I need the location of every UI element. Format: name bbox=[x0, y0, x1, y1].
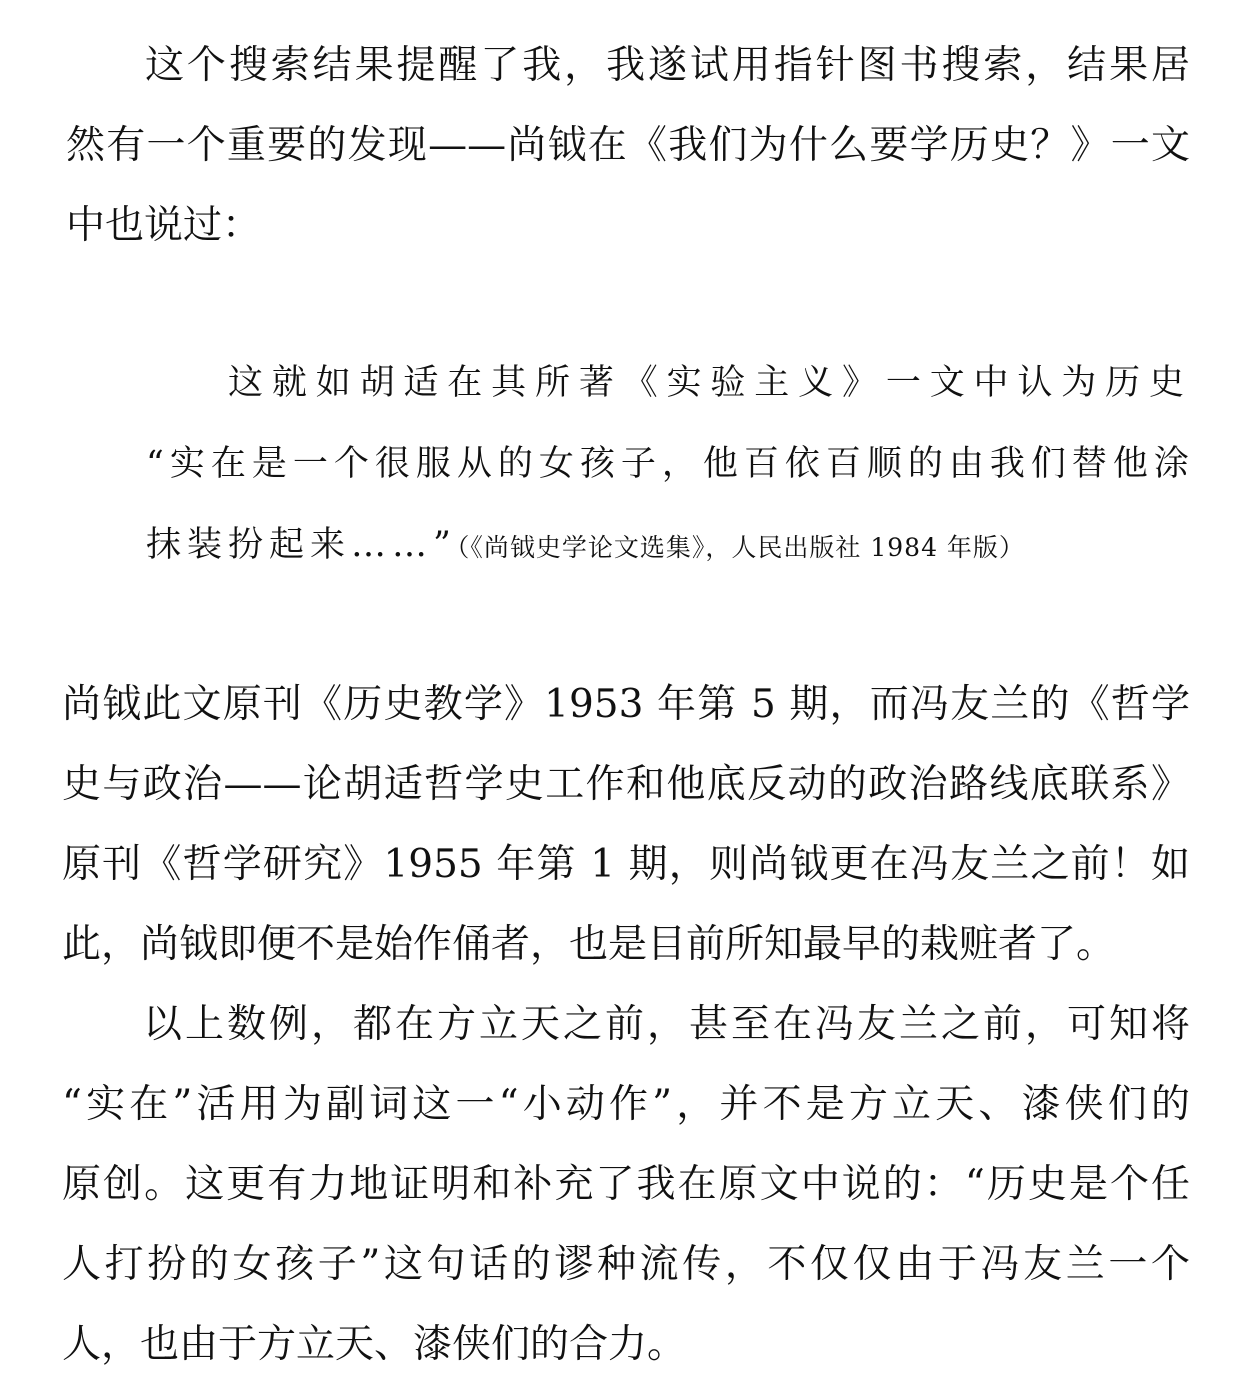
paragraph-line: 原创。这更有力地证明和补充了我在原文中说的：“历史是个任 bbox=[62, 1162, 1190, 1207]
quote-line bbox=[146, 525, 1025, 565]
quote-line: 这就如胡适在其所著《实验主义》一文中认为历史 bbox=[228, 363, 1190, 403]
quote-citation: （《尚钺史学论文选集》，人民出版社 1984 年版） bbox=[456, 533, 1025, 562]
paragraph-line: 原刊《哲学研究》1955 年第 1 期，则尚钺更在冯友兰之前！如 bbox=[62, 842, 1190, 887]
paragraph-line: 中也说过： bbox=[66, 203, 262, 248]
paragraph-line: 这个搜索结果提醒了我，我遂试用指针图书搜索，结果居 bbox=[145, 43, 1190, 88]
paragraph-line: 然有一个重要的发现——尚钺在《我们为什么要学历史？》一文 bbox=[66, 123, 1190, 168]
paragraph-line: 人，也由于方立天、漆侠们的合力。 bbox=[62, 1322, 687, 1367]
paragraph-line: 此，尚钺即便不是始作俑者，也是目前所知最早的栽赃者了。 bbox=[62, 922, 1116, 967]
paragraph-line: 以上数例，都在方立天之前，甚至在冯友兰之前，可知将 bbox=[143, 1002, 1190, 1047]
quote-line: “实在是一个很服从的女孩子，他百依百顺的由我们替他涂 bbox=[146, 444, 1195, 484]
paragraph-line: 尚钺此文原刊《历史教学》1953 年第 5 期，而冯友兰的《哲学 bbox=[62, 682, 1190, 727]
paragraph-line: 人打扮的女孩子”这句话的谬种流传，不仅仅由于冯友兰一个 bbox=[62, 1242, 1190, 1287]
paragraph-line: 史与政治——论胡适哲学史工作和他底反动的政治路线底联系》 bbox=[62, 762, 1190, 807]
quote-text: 抹装扮起来……” bbox=[146, 525, 457, 565]
paragraph-line: “实在”活用为副词这一“小动作”，并不是方立天、漆侠们的 bbox=[62, 1082, 1190, 1127]
